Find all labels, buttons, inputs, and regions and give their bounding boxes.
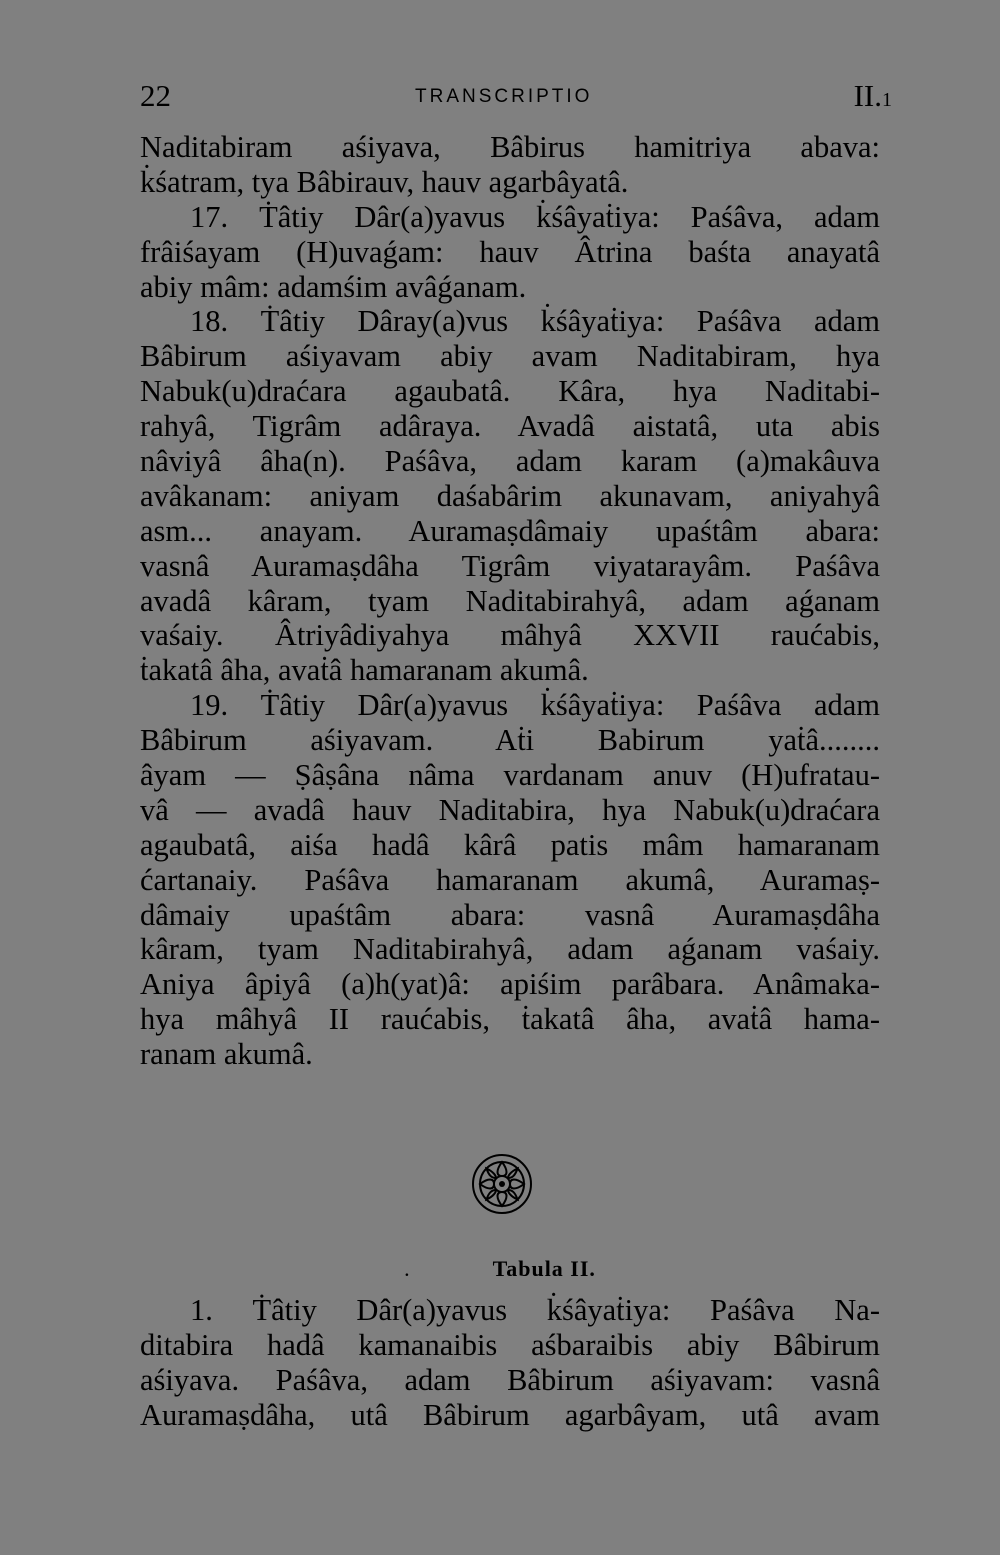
text-line: Auramaṣdâha, utâ Bâbirum agarbâyam, utâ avam: [140, 1397, 880, 1432]
section-reference: [854, 78, 892, 114]
rosette-ornament-icon: [470, 1152, 534, 1216]
text-line: 19. Ṫâtiy Dâr(a)yavus k̇śâyaṫiya: Paśâva adam: [190, 688, 880, 723]
page-number: 22: [140, 78, 171, 113]
text-line: agaubatâ, aiśa hadâ kârâ patis mâm hamaranam: [140, 827, 880, 862]
text-line: avâkanam: aniyam daśabârim akunavam, aniyahyâ: [140, 478, 880, 513]
text-line: Nabuk(u)draćara agaubatâ. Kâra, hya Naditabi-: [140, 374, 880, 409]
text-line: aśiyava. Paśâva, adam Bâbirum aśiyavam: vasnâ: [140, 1362, 880, 1397]
text-line: 1. Ṫâtiy Dâr(a)yavus k̇śâyaṫiya: Paśâva Na-: [190, 1293, 880, 1327]
text-line: Bâbirum aśiyavam. Aṫi Babirum yaṫâ........: [140, 723, 880, 758]
text-line: vaśaiy. Âtriyâdiyahya mâhyâ XXVII raućabis,: [140, 618, 880, 653]
text-line: kâram, tyam Naditabirahyâ, adam aǵanam vaśaiy.: [140, 932, 880, 967]
text-line: avadâ kâram, tyam Naditabirahyâ, adam aǵanam: [140, 583, 880, 618]
stray-dot: .: [404, 1256, 411, 1281]
text-line: abiy mâm: adamśim avâǵanam.: [140, 269, 527, 304]
main-text: [140, 130, 880, 1072]
section-main: II.: [853, 78, 882, 113]
text-line: âyam — Ṣâṣâna nâma vardanam anuv (H)ufratau-: [140, 758, 880, 793]
text-line: nâviyâ âha(n). Paśâva, adam karam (a)makâuva: [140, 444, 880, 479]
text-line: dâmaiy upaśtâm abara: vasnâ Auramaṣdâha: [140, 897, 880, 932]
text-line: k̇śatram, tya Bâbirauv, hauv agarbâyatâ.: [140, 164, 629, 199]
text-line: 17. Ṫâtiy Dâr(a)yavus k̇śâyaṫiya: Paśâva, adam: [190, 199, 880, 234]
tabula-text: [140, 1293, 880, 1433]
text-line: frâiśayam (H)uvaǵam: hauv Âtrina baśta anayatâ: [140, 234, 880, 269]
text-line: ditabira hadâ kamanaibis aśbaraibis abiy Bâbirum: [140, 1327, 880, 1362]
text-line: hya mâhyâ II raućabis, ṫakatâ âha, avaṫâ hama-: [140, 1002, 880, 1037]
text-line: ranam akumâ.: [140, 1037, 313, 1072]
text-line: ṫakatâ âha, avaṫâ hamaranam akumâ.: [140, 653, 589, 688]
text-line: asm... anayam. Auramaṣdâmaiy upaśtâm abara:: [140, 513, 880, 548]
running-title: TRANSCRIPTIO: [415, 86, 593, 107]
text-line: vâ — avadâ hauv Naditabira, hya Nabuk(u)draćara: [140, 792, 880, 827]
text-line: Naditabiram aśiyava, Bâbirus hamitriya abava:: [140, 130, 880, 164]
text-line: ćartanaiy. Paśâva hamaranam akumâ, Auramaṣ-: [140, 862, 880, 897]
tabula-heading: [0, 1256, 1000, 1282]
section-sub: 1: [882, 89, 892, 111]
text-line: Bâbirum aśiyavam abiy avam Naditabiram, hya: [140, 339, 880, 374]
text-line: vasnâ Auramaṣdâha Tigrâm viyatarayâm. Paśâva: [140, 548, 880, 583]
text-line: Aniya âpiyâ (a)h(yat)â: apiśim parâbara. Anâmaka-: [140, 967, 880, 1002]
text-line: rahyâ, Tigrâm adâraya. Avadâ aistatâ, uta abis: [140, 409, 880, 444]
running-head: [140, 78, 892, 118]
tabula-heading-text: Tabula II.: [492, 1256, 596, 1281]
text-line: 18. Ṫâtiy Dâray(a)vus k̇śâyaṫiya: Paśâva adam: [190, 304, 880, 339]
